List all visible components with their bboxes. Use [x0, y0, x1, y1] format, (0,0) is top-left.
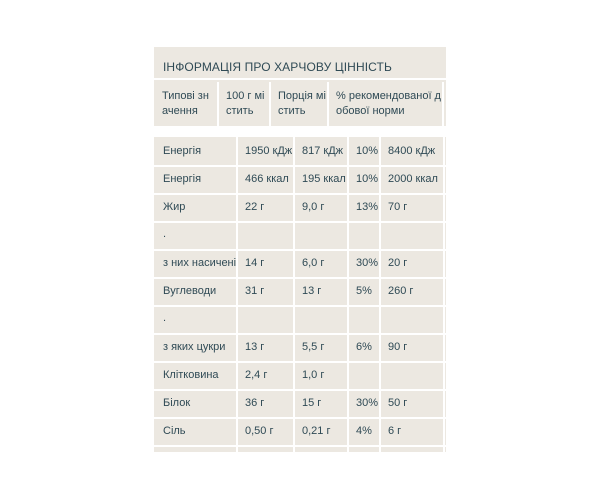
row-divider — [154, 165, 446, 167]
header-per-portion-line2: стить — [278, 105, 306, 117]
header-per-100g-line2: стить — [226, 105, 254, 117]
row-portion: 195 ккал — [302, 173, 346, 185]
row-label: . — [163, 312, 167, 324]
header-separator — [154, 126, 446, 137]
header-divider — [269, 82, 271, 126]
row-label: . — [163, 228, 167, 240]
header-divider — [327, 82, 329, 126]
row-rda: 8400 кДж — [388, 145, 436, 157]
column-divider — [236, 137, 238, 452]
row-label: Білок — [163, 397, 191, 409]
header-per-portion — [272, 89, 326, 119]
row-pct: 30% — [356, 257, 379, 269]
row-pct: 6% — [356, 341, 372, 353]
header-rda-percent-line1: % рекомендованої д — [336, 90, 441, 102]
row-per100: 22 г — [245, 201, 265, 213]
row-label: Сіль — [163, 425, 186, 437]
column-divider — [379, 137, 381, 452]
row-per100: 0,50 г — [245, 425, 274, 437]
header-per-100g — [220, 89, 264, 119]
row-per100: 2,4 г — [245, 369, 268, 381]
row-label: Вуглеводи — [163, 285, 217, 297]
row-per100: 36 г — [245, 397, 265, 409]
row-pct: 10% — [356, 173, 379, 185]
row-divider — [154, 361, 446, 363]
row-portion: 6,0 г — [302, 257, 325, 269]
table-title: ІНФОРМАЦІЯ ПРО ХАРЧОВУ ЦІННІСТЬ — [154, 47, 446, 80]
row-per100: 466 ккал — [245, 173, 289, 185]
column-divider — [293, 137, 295, 452]
row-divider — [154, 249, 446, 251]
row-portion: 13 г — [302, 285, 322, 297]
header-rda-percent — [330, 89, 441, 119]
header-typical-values-line2: ачення — [162, 105, 198, 117]
row-label: з них насичені — [163, 257, 237, 269]
row-portion: 9,0 г — [302, 201, 325, 213]
row-divider — [154, 445, 446, 447]
row-label: Клітковина — [163, 369, 219, 381]
row-pct: 30% — [356, 397, 379, 409]
row-label: з яких цукри — [163, 341, 226, 353]
nutrition-table — [154, 47, 446, 452]
row-portion: 15 г — [302, 397, 322, 409]
row-rda: 20 г — [388, 257, 408, 269]
row-per100: 13 г — [245, 341, 265, 353]
header-divider — [217, 82, 219, 126]
row-divider — [154, 277, 446, 279]
row-divider — [154, 305, 446, 307]
header-typical-values — [156, 89, 209, 119]
row-label: Енергія — [163, 145, 202, 157]
row-rda: 260 г — [388, 285, 414, 297]
row-divider — [154, 221, 446, 223]
row-pct: 5% — [356, 285, 372, 297]
row-portion: 1,0 г — [302, 369, 325, 381]
row-pct: 13% — [356, 201, 379, 213]
row-label: Енергія — [163, 173, 202, 185]
row-rda: 90 г — [388, 341, 408, 353]
row-pct: 10% — [356, 145, 379, 157]
row-per100: 31 г — [245, 285, 265, 297]
header-divider — [442, 82, 444, 126]
row-divider — [154, 417, 446, 419]
row-portion: 0,21 г — [302, 425, 331, 437]
row-divider — [154, 193, 446, 195]
row-rda: 2000 ккал — [388, 173, 438, 185]
row-rda: 6 г — [388, 425, 402, 437]
header-typical-values-line1: Типові зн — [162, 90, 209, 102]
row-portion: 817 кДж — [302, 145, 344, 157]
column-divider — [443, 137, 445, 452]
row-rda: 50 г — [388, 397, 408, 409]
row-label: Жир — [163, 201, 186, 213]
row-divider — [154, 389, 446, 391]
row-per100: 14 г — [245, 257, 265, 269]
column-divider — [347, 137, 349, 452]
row-divider — [154, 333, 446, 335]
row-per100: 1950 кДж — [245, 145, 293, 157]
row-pct: 4% — [356, 425, 372, 437]
row-portion: 5,5 г — [302, 341, 325, 353]
header-per-100g-line1: 100 г мі — [226, 90, 265, 102]
row-rda: 70 г — [388, 201, 408, 213]
header-rda-percent-line2: обової норми — [336, 105, 405, 117]
header-per-portion-line1: Порція мі — [278, 90, 326, 102]
